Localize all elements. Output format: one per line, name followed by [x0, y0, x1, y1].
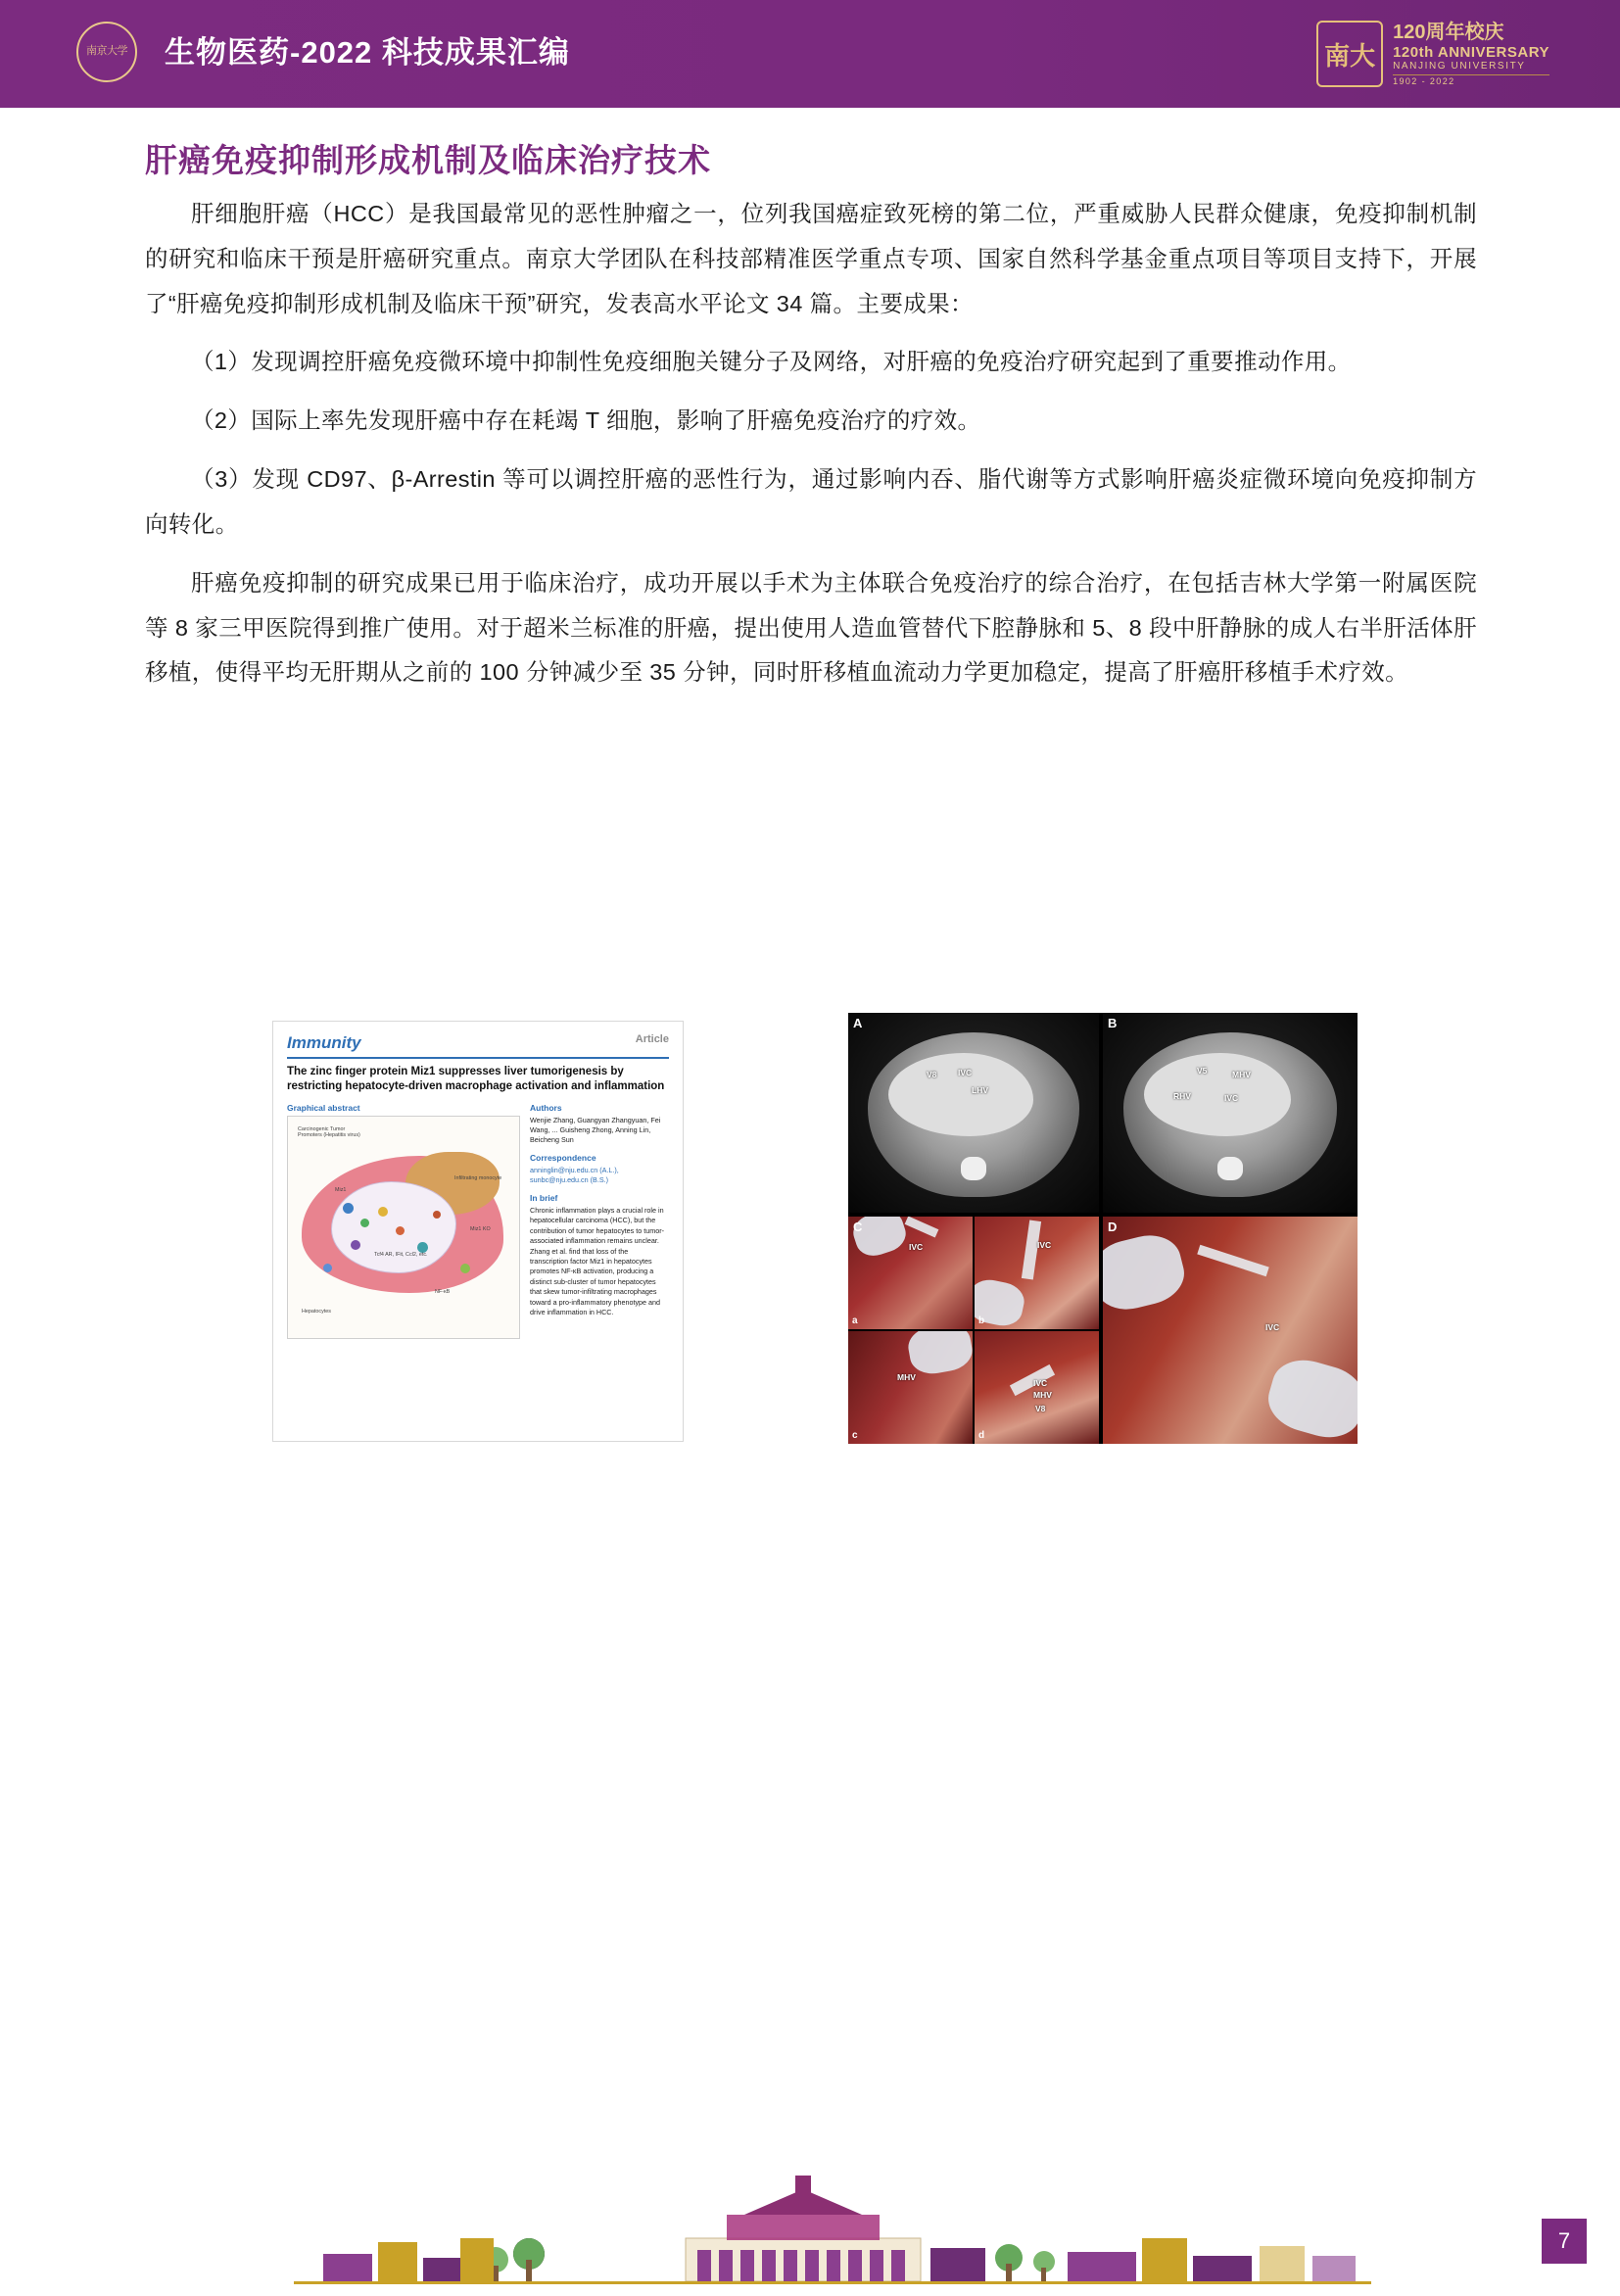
panel-b	[1103, 1013, 1358, 1213]
article-paragraphs	[145, 192, 1477, 709]
panel-letter-a: A	[853, 1016, 863, 1030]
authors-label: Authors	[530, 1102, 562, 1113]
ct-mark-lhv: LHV	[972, 1085, 988, 1095]
anniversary-en-line1: 120th ANNIVERSARY	[1393, 43, 1549, 61]
journal-article-label: Article	[635, 1033, 669, 1045]
figure-journal-abstract	[272, 1021, 684, 1442]
graphical-abstract-label: Graphical abstract	[287, 1102, 360, 1113]
page-number-badge: 7	[1542, 2219, 1587, 2264]
figure-ct-surgery-montage	[848, 1013, 1358, 1444]
ct-spine	[1217, 1157, 1243, 1180]
panel-a	[848, 1013, 1099, 1213]
anniversary-years: 1902 - 2022	[1393, 74, 1549, 86]
paragraph-5: 肝癌免疫抑制的研究成果已用于临床治疗，成功开展以手术为主体联合免疫治疗的综合治疗，在包括吉林大学第一附属医院等 8 家三甲医院得到推广使用。对于超米兰标准的肝癌，提出使用人造血管替代下腔静脉和 5、8 段中肝静脉的成人右半肝活体肝移植，使得平均无肝期从之前的 100 分钟减少至 35 分钟，同时肝移植血流动力学更加稳定，提高了肝癌肝移植手术疗效。	[145, 569, 1477, 686]
panel-sub-letter-a: a	[852, 1315, 858, 1326]
in-brief-text: Chronic inflammation plays a crucial role in hepatocellular carcinoma (HCC), but the contribution of tumor hepatocytes to tumor-associated inflammation remains unclear. Zhang et al. find that loss of the transcription factor Miz1 in hepatocytes promotes NF-κB activation, producing a distinct sub-cluster of tumor hepatocytes that skew tumor-infiltrating macrophages toward a pro-inflammatory phenotype and drive inflammation in HCC.	[530, 1205, 665, 1317]
diagram-label-1: Infiltrating monocyte	[454, 1174, 502, 1181]
paragraph-2: （1）发现调控肝癌免疫微环境中抑制性免疫细胞关键分子及网络，对肝癌的免疫治疗研究起到了重要推动作用。	[191, 349, 1352, 375]
ct-mark-v5: V5	[1197, 1066, 1208, 1076]
ct-mark-ivc: IVC	[1265, 1322, 1280, 1332]
ct-mark-v8: V8	[1035, 1404, 1046, 1413]
journal-article-title: The zinc finger protein Miz1 suppresses liver tumorigenesis by restricting hepatocyte-driven macrophage activation and inflammation	[287, 1066, 665, 1093]
footer-skyline-illustration	[0, 2144, 1620, 2291]
panel-c	[848, 1217, 1099, 1444]
diagram-label-2: Miz1	[335, 1186, 347, 1193]
paragraph-1: 肝细胞肝癌（HCC）是我国最常见的恶性肿瘤之一，位列我国癌症致死榜的第二位，严重威胁人民群众健康，免疫抑制机制的研究和临床干预是肝癌研究重点。南京大学团队在科技部精准医学重点专项、国家自然科学基金重点项目等项目支持下，开展了“肝癌免疫抑制形成机制及临床干预”研究，发表高水平论文 34 篇。主要成果：	[145, 201, 1477, 316]
panel-c-b	[975, 1217, 1099, 1329]
ct-mark-ivc: IVC	[909, 1242, 924, 1252]
diagram-label-6: Hepatocytes	[302, 1308, 331, 1315]
anniversary-cn-text: 120周年校庆	[1393, 21, 1504, 43]
journal-rule	[287, 1057, 669, 1059]
diagram-dot	[378, 1207, 388, 1217]
anniversary-en-line2: NANJING UNIVERSITY	[1393, 61, 1526, 72]
diagram-dot	[396, 1226, 405, 1235]
header-title: 生物医药-2022 科技成果汇编	[165, 35, 570, 70]
diagram-dot	[360, 1219, 369, 1227]
panel-c-a	[848, 1217, 973, 1329]
anniversary-mark-icon: 南大	[1316, 21, 1383, 87]
panel-letter-d: D	[1108, 1220, 1118, 1234]
panel-c-d	[975, 1331, 1099, 1444]
diagram-dot	[460, 1264, 470, 1273]
diagram-label-0: Carcinogenic Tumor Promoters (Hepatitis virus)	[298, 1125, 360, 1138]
ct-mark-mhv: MHV	[1033, 1390, 1052, 1400]
panel-sub-letter-d: d	[978, 1430, 985, 1441]
ct-mark-ivc: IVC	[958, 1068, 973, 1077]
figure-row	[0, 1016, 1620, 1538]
correspondence-label: Correspondence	[530, 1152, 596, 1163]
diagram-label-3: Tcf4 AR, IFit, Ccl2, etc.	[374, 1251, 428, 1258]
journal-name: Immunity	[287, 1033, 361, 1052]
paragraph-3: （2）国际上率先发现肝癌中存在耗竭 T 细胞，影响了肝癌免疫治疗的疗效。	[191, 407, 981, 434]
ct-mark-ivc: IVC	[1224, 1093, 1239, 1103]
ct-spine	[961, 1157, 986, 1180]
panel-c-c	[848, 1331, 973, 1444]
diagram-label-4: Miz1 KO	[470, 1225, 491, 1232]
diagram-dot	[343, 1203, 354, 1214]
ct-mark-mhv: MHV	[1232, 1070, 1251, 1079]
page-header	[0, 0, 1620, 108]
ct-mark-ivc: IVC	[1037, 1240, 1052, 1250]
panel-letter-c: C	[853, 1220, 863, 1234]
ct-mark-v8: V8	[927, 1070, 937, 1079]
graphical-abstract-image	[287, 1116, 520, 1339]
diagram-dot	[351, 1240, 360, 1250]
panel-sub-letter-b: b	[978, 1315, 985, 1326]
panel-sub-letter-c: c	[852, 1430, 858, 1441]
ct-mark-rhv: RHV	[1173, 1091, 1191, 1101]
university-seal-icon: 南京大学	[76, 22, 137, 82]
diagram-dot	[433, 1211, 441, 1219]
authors-text: Wenjie Zhang, Guangyan Zhangyuan, Fei Wang, ... Guisheng Zhong, Anning Lin, Beicheng Sun	[530, 1115, 661, 1145]
diagram-dot	[323, 1264, 332, 1272]
diagram-label-5: NF-κB	[435, 1288, 451, 1295]
cell-shape	[331, 1181, 456, 1273]
ct-mark-mhv: MHV	[897, 1372, 916, 1382]
anniversary-logo	[1256, 14, 1549, 94]
paragraph-4: （3）发现 CD97、β-Arrestin 等可以调控肝癌的恶性行为，通过影响内吞、脂代谢等方式影响肝癌炎症微环境向免疫抑制方向转化。	[145, 466, 1477, 537]
panel-letter-b: B	[1108, 1016, 1118, 1030]
in-brief-label: In brief	[530, 1192, 558, 1203]
correspondence-text: anninglin@nju.edu.cn (A.L.), sunbc@nju.edu.cn (B.S.)	[530, 1165, 619, 1185]
page-title: 肝癌免疫抑制形成机制及临床治疗技术	[145, 142, 711, 178]
ct-mark-ivc: IVC	[1033, 1378, 1048, 1388]
panel-d	[1103, 1217, 1358, 1444]
